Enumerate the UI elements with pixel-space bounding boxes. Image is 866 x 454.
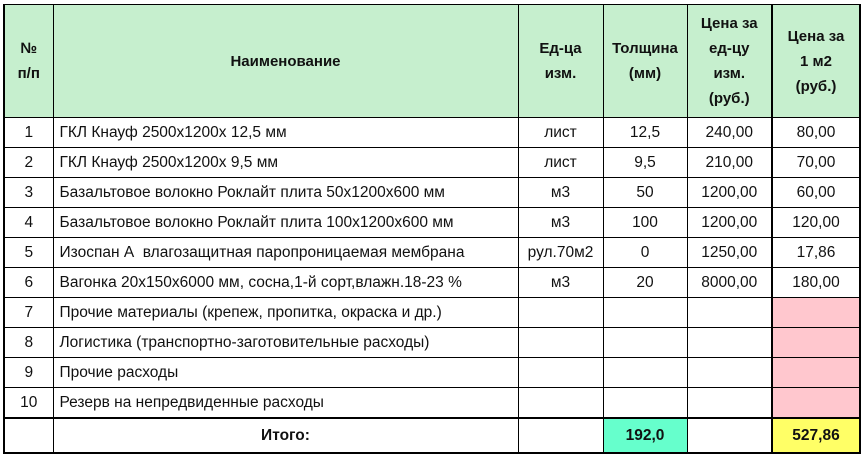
row-price-m2: 60,00 <box>772 178 860 208</box>
total-unit-empty <box>518 418 603 453</box>
row-price-unit <box>687 328 772 358</box>
row-price-unit: 8000,00 <box>687 268 772 298</box>
table-row <box>4 328 860 358</box>
row-name: Прочие материалы (крепеж, пропитка, окраска и др.) <box>53 298 518 328</box>
row-num: 10 <box>4 388 53 419</box>
row-thickness: 100 <box>603 208 687 238</box>
header-unit: Ед-ца изм. <box>518 5 603 118</box>
row-unit: лист <box>518 118 603 148</box>
row-name: Изоспан А влагозащитная паропроницаемая мембрана <box>53 238 518 268</box>
row-price-unit: 240,00 <box>687 118 772 148</box>
total-label: Итого: <box>53 418 518 453</box>
table-row <box>4 148 860 178</box>
row-name: ГКЛ Кнауф 2500х1200х 12,5 мм <box>53 118 518 148</box>
row-num: 8 <box>4 328 53 358</box>
row-thickness: 12,5 <box>603 118 687 148</box>
row-num: 5 <box>4 238 53 268</box>
row-price-m2 <box>772 388 860 419</box>
table-row <box>4 178 860 208</box>
row-num: 7 <box>4 298 53 328</box>
row-thickness: 9,5 <box>603 148 687 178</box>
row-num: 3 <box>4 178 53 208</box>
row-name: Вагонка 20х150х6000 мм, сосна,1-й сорт,влажн.18-23 % <box>53 268 518 298</box>
total-num-empty <box>4 418 53 453</box>
estimate-table <box>3 4 861 454</box>
table-row <box>4 388 860 419</box>
row-unit: м3 <box>518 208 603 238</box>
row-thickness <box>603 298 687 328</box>
table-row <box>4 358 860 388</box>
table-row <box>4 118 860 148</box>
row-num: 2 <box>4 148 53 178</box>
row-price-unit: 1200,00 <box>687 208 772 238</box>
row-thickness <box>603 328 687 358</box>
total-price-unit-empty <box>687 418 772 453</box>
row-thickness <box>603 388 687 419</box>
row-name: Резерв на непредвиденные расходы <box>53 388 518 419</box>
row-num: 9 <box>4 358 53 388</box>
row-price-m2: 17,86 <box>772 238 860 268</box>
table-row <box>4 268 860 298</box>
row-thickness: 0 <box>603 238 687 268</box>
header-num: № п/п <box>4 5 53 118</box>
row-unit: м3 <box>518 178 603 208</box>
row-price-m2: 180,00 <box>772 268 860 298</box>
row-thickness: 50 <box>603 178 687 208</box>
header-price-m2: Цена за 1 м2 (руб.) <box>772 5 860 118</box>
row-price-unit <box>687 388 772 419</box>
row-unit <box>518 298 603 328</box>
header-name: Наименование <box>53 5 518 118</box>
row-name: Логистика (транспортно-заготовительные расходы) <box>53 328 518 358</box>
total-price-m2: 527,86 <box>772 418 860 453</box>
row-unit <box>518 328 603 358</box>
header-price-unit: Цена за ед-цу изм. (руб.) <box>687 5 772 118</box>
row-unit <box>518 388 603 419</box>
row-price-unit: 1250,00 <box>687 238 772 268</box>
table-row <box>4 208 860 238</box>
row-name: Прочие расходы <box>53 358 518 388</box>
header-thickness: Толщина (мм) <box>603 5 687 118</box>
total-thickness: 192,0 <box>603 418 687 453</box>
row-name: ГКЛ Кнауф 2500х1200х 9,5 мм <box>53 148 518 178</box>
row-num: 4 <box>4 208 53 238</box>
row-num: 6 <box>4 268 53 298</box>
row-price-unit: 210,00 <box>687 148 772 178</box>
total-row <box>4 418 860 453</box>
row-price-m2: 80,00 <box>772 118 860 148</box>
row-thickness: 20 <box>603 268 687 298</box>
row-unit: лист <box>518 148 603 178</box>
row-unit <box>518 358 603 388</box>
row-name: Базальтовое волокно Роклайт плита 100х1200х600 мм <box>53 208 518 238</box>
table-row <box>4 298 860 328</box>
row-price-m2 <box>772 298 860 328</box>
row-price-m2 <box>772 358 860 388</box>
header-row <box>4 5 860 118</box>
row-price-unit <box>687 298 772 328</box>
row-price-unit: 1200,00 <box>687 178 772 208</box>
row-name: Базальтовое волокно Роклайт плита 50х1200х600 мм <box>53 178 518 208</box>
row-price-m2: 70,00 <box>772 148 860 178</box>
row-num: 1 <box>4 118 53 148</box>
row-price-m2 <box>772 328 860 358</box>
row-unit: м3 <box>518 268 603 298</box>
row-price-m2: 120,00 <box>772 208 860 238</box>
row-unit: рул.70м2 <box>518 238 603 268</box>
row-price-unit <box>687 358 772 388</box>
table-row <box>4 238 860 268</box>
row-thickness <box>603 358 687 388</box>
